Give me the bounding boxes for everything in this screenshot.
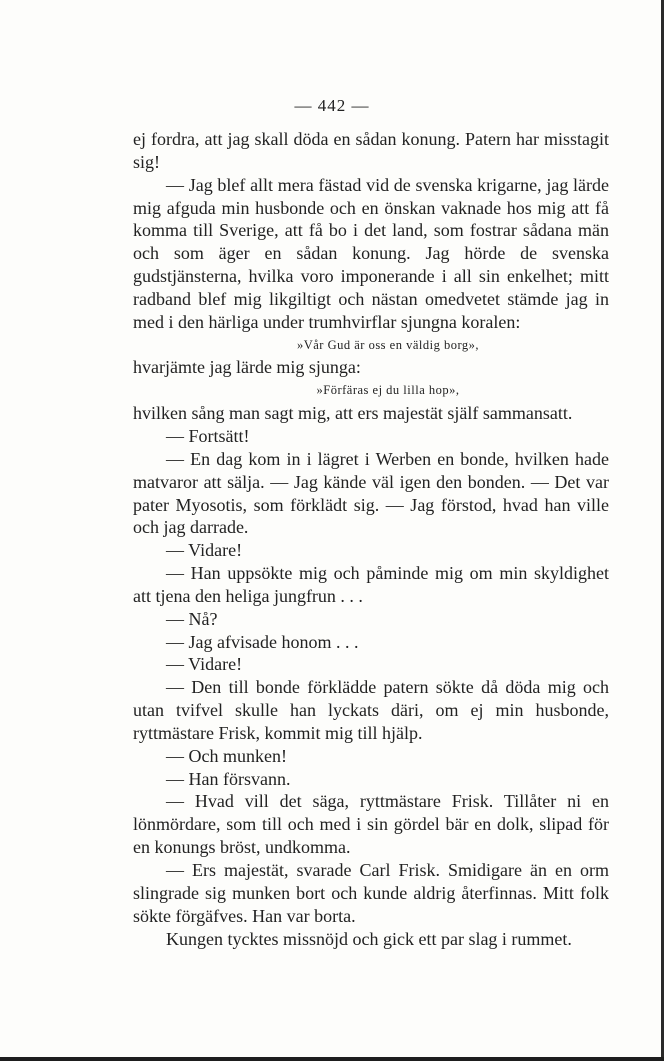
paragraph: hvilken sång man sagt mig, att ers majestät själf sammansatt. [133, 403, 573, 424]
dialogue-line: — Nå? [166, 608, 218, 629]
dialogue-line: — Och munken! [166, 745, 287, 766]
paragraph: Kungen tycktes missnöjd och gick ett par slag i rummet. [166, 928, 572, 949]
quote-line: »Vår Gud är oss en väldig borg», [296, 337, 480, 352]
dialogue-line: — Jag afvisade honom . . . [166, 631, 359, 652]
dialogue-line: — Vidare! [166, 654, 243, 675]
scan-edge-bottom [0, 1057, 664, 1061]
dialogue-line: — Han uppsökte mig och påminde mig om min skyldighet att tjena den heliga jungfrun . . . [133, 563, 609, 606]
paragraph: hvarjämte jag lärde mig sjunga: [133, 357, 361, 378]
page-body [133, 128, 609, 950]
dialogue-line: — Ers majestät, svarade Carl Frisk. Smidigare än en orm slingrade sig munken bort och kunde aldrig återfinnas. Mitt folk sökte förgäfves. Han var borta. [133, 860, 609, 926]
dialogue-line: — Vidare! [166, 540, 243, 561]
dialogue-line: — En dag kom in i lägret i Werben en bonde, hvilken hade matvaror att sälja. — Jag kände väl igen den bonden. — Det var pater Myosotis, som förklädt sig. — Jag förstod, hvad han ville och jag darrade. [133, 448, 609, 538]
dialogue-line: — Han försvann. [166, 768, 291, 789]
paragraph: ej fordra, att jag skall döda en sådan konung. Patern har misstagit sig! [133, 129, 609, 172]
page-number: — 442 — [294, 96, 370, 115]
dialogue-line: — Fortsätt! [166, 425, 250, 446]
dialogue-line: — Hvad vill det säga, ryttmästare Frisk. Tillåter ni en lönmördare, som till och med i sin gördel bär en dolk, slipad för en konungs bröst, undkomma. [133, 791, 609, 858]
dialogue-line: — Den till bonde förklädde patern sökte då döda mig och utan tvifvel skulle han lyckats däri, om ej min husbonde, ryttmästare Frisk, kommit mig till hjälp. [133, 677, 609, 743]
quote-line: »Förfäras ej du lilla hop», [316, 383, 460, 398]
paragraph: — Jag blef allt mera fästad vid de svenska krigarne, jag lärde mig afguda min husbonde och en önskan vaknade hos mig att få komma till Sverige, att få bo i det land, som fostrar sådana män och som äger en sådan konung. Jag hörde de svenska gudstjänsterna, hvilka voro imponerande i all sin enkelhet; mitt radband blef mig likgiltigt och nästan omedvetet stämde jag in med i den härliga under trumhvirflar sjungna koralen: [133, 174, 609, 332]
